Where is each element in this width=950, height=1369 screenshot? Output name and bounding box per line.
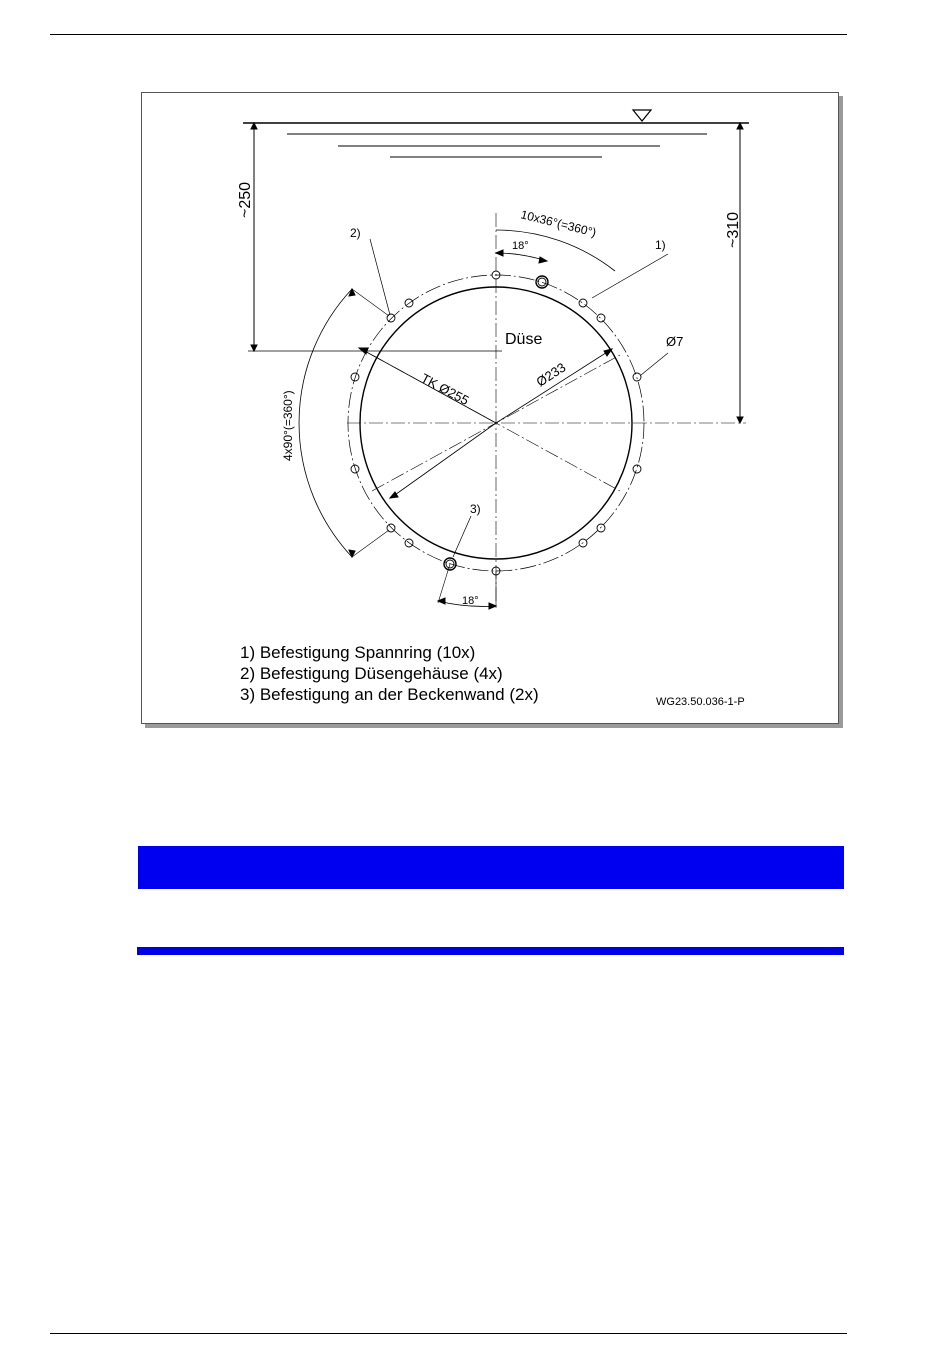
callout-2-label: 2) <box>350 226 361 240</box>
bolt-circle-label: TK Ø255 <box>418 370 472 409</box>
arrow-icon <box>489 603 496 609</box>
arrow-icon <box>604 349 612 356</box>
depth-label-right: ~310 <box>725 211 742 248</box>
hole <box>633 373 641 381</box>
footer-rule <box>50 1333 847 1334</box>
hole <box>579 299 587 307</box>
arrow-icon <box>539 257 547 263</box>
legend-item: 3) Befestigung an der Beckenwand (2x) <box>240 685 539 704</box>
hole <box>597 524 605 532</box>
angle-label-bottom: 18° <box>462 595 479 607</box>
arrow-icon <box>349 550 355 557</box>
legend-item: 1) Befestigung Spannring (10x) <box>240 643 476 662</box>
callout-3-label: 3) <box>470 502 481 516</box>
hole <box>597 314 605 322</box>
arrow-up-icon <box>737 123 743 129</box>
technical-drawing-figure <box>141 92 839 724</box>
leader-line <box>592 254 668 298</box>
arrow-up-icon <box>251 123 257 129</box>
figure-legend <box>240 642 539 705</box>
arrow-icon <box>349 289 355 296</box>
wall-mount-hole-inner <box>538 278 546 286</box>
legend-item: 2) Befestigung Düsengehäuse (4x) <box>240 664 503 683</box>
depth-label-left: ~250 <box>237 181 254 218</box>
arrow-down-icon <box>737 417 743 423</box>
inner-diameter-label: Ø233 <box>533 359 569 390</box>
pitch-dimension-arc-left <box>299 289 352 557</box>
inner-diameter-dimension <box>496 349 612 423</box>
section-heading-bar <box>138 846 844 889</box>
extension-line <box>352 530 389 557</box>
nozzle-mounting-drawing <box>142 93 838 723</box>
callout-1-label: 1) <box>655 238 666 252</box>
section-divider-line <box>137 947 844 955</box>
leader-line <box>641 353 668 375</box>
arrow-icon <box>390 492 398 498</box>
leader-line <box>370 239 390 315</box>
center-label: Düse <box>505 331 543 348</box>
extension-line <box>438 564 450 603</box>
drawing-id: WG23.50.036-1-P <box>656 696 745 708</box>
arrow-icon <box>496 250 503 256</box>
angle-label-top: 18° <box>512 240 529 252</box>
extension-line <box>352 289 389 316</box>
inner-diameter-dimension <box>392 423 496 497</box>
arrow-down-icon <box>251 345 257 351</box>
pitch-label-top: 10x36°(=360°) <box>519 207 598 240</box>
hole-diameter-label: Ø7 <box>666 334 684 349</box>
water-level-triangle-icon <box>633 110 651 121</box>
hole <box>633 465 641 473</box>
pitch-label-left: 4x90°(=360°) <box>281 390 295 461</box>
header-rule <box>50 34 847 35</box>
leader-line <box>453 516 471 557</box>
